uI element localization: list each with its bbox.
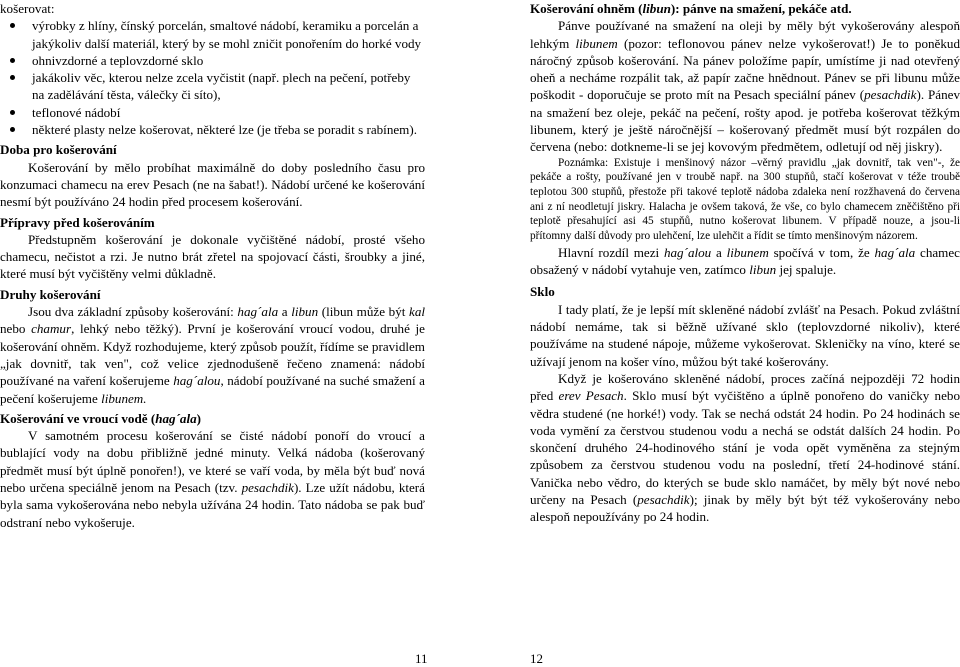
paragraph-ohen: Pánve používané na smažení na oleji by měly být vykošerovány alespoň lehkým libunem (pozor: teflonovou pánev nelze vykošerovat!) Je to poněkud náročný způsob košerování. Na pánev položíme papír, umístíme ji nad otevřený oheň a necháme rozpálit tak, až papír začne hnědnout. Pánev se při libunu může poškodit - doporučuje se proto mít na Pesach speciální pánev (pesachdik). Pánev na smažení bez oleje, pekáč na pečení, rošty apod. je potřeba košerovat těžkým libunem, který je ještě náročnější – košerovaný předmět musí být rozpálen do červena (nebo: dotkneme-li se jej kovovým předmětem, odletují od něj jiskry). — [530, 18, 960, 155]
page-number-right: 12 — [530, 651, 543, 666]
right-page — [530, 0, 960, 667]
paragraph-doba: Košerování by mělo probíhat maximálně do doby posledního času pro konzumaci chamecu na erev Pesach (ne na šabat!). Nádobí určené ke košerování nesmí být používáno 24 hodin před procesem košerování. — [0, 159, 425, 210]
material-list — [0, 17, 425, 138]
list-item: jakákoliv věc, kterou nelze zcela vyčistit (např. plech na pečení, potřeby na zadělávání těsta, válečky či síto), — [10, 69, 425, 104]
section-heading-sklo: Sklo — [530, 284, 555, 300]
section-heading-pripravy: Přípravy před košerováním — [0, 214, 155, 230]
page-number-left: 11 — [415, 651, 428, 666]
intro-line: košerovat: — [0, 1, 55, 16]
list-item: teflonové nádobí — [10, 104, 425, 121]
list-item: výrobky z hlíny, čínský porcelán, smaltové nádobí, keramiku a porcelán a jakýkoliv další materiál, který by se mohl zničit ponořením do horké vody — [10, 17, 425, 52]
section-heading-druhy: Druhy košerování — [0, 286, 101, 302]
paragraph-sklo: I tady platí, že je lepší mít skleněné nádobí zvlášť na Pesach. Pokud zvláštní nádobí nemáme, tak si běžně užívané sklo (teplovzdorné nikoliv), které používáme na studené nápoje, můžeme vykošerovat. Skleničky na víno, které se užívají jenom na košer víno, můžou být také košerovány. — [530, 301, 960, 369]
paragraph-hlavni: Hlavní rozdíl mezi hag´alou a libunem spočívá v tom, že hag´ala chamec obsažený v nádobí vytahuje ven, zatímco libun jej spaluje. — [530, 244, 960, 278]
left-page — [0, 0, 425, 667]
section-heading-ohen: Košerování ohněm (libun): pánve na smažení, pekáče atd. — [530, 1, 852, 16]
list-item: ohnivzdorné a teplovzdorné sklo — [10, 52, 425, 69]
paragraph-vroucí: V samotném procesu košerování se čisté nádobí ponoří do vroucí a bublající vody na dobu přibližně jedné minuty. Velká nádoba (košerovaný předmět musí být úplně ponořen!), ve které se vaří voda, by měla být buď nová nebo určena speciálně jenom na Pesach (tzv. pesachdik). Lze užít nádobu, která byla sama vykošerována nebo nebyla užívána 24 hodin. Tato nádoba se pak buď odstraní nebo vykošeruje. — [0, 428, 425, 530]
note-paragraph: Poznámka: Existuje i menšinový názor –věrný pravidlu „jak dovnitř, tak ven"-, že pekáče a rošty, používané jen v troubě např. na 300 stupňů, stačí košerovat v téže troubě teplotou 300 stupňů, přestože při takové teplotě nádoba zdaleka není rozžhavená do červena ani z ní neodletují jiskry. Halacha je ovšem taková, že vše, co bylo chamecem zněčištěno při teplotě přesahující asi 45 stupňů, nutno košerovat libunem. V případě nouze, a jsou-li přítomny další důvody pro ulehčení, lze ulehčit a řídit se tímto menšinovým názorem. — [530, 156, 960, 243]
section-heading-doba: Doba pro košerování — [0, 142, 117, 158]
list-item: některé plasty nelze košerovat, některé lze (je třeba se poradit s rabínem). — [10, 121, 425, 138]
paragraph-pripravy: Předstupněm košerování je dokonale vyčištěné nádobí, prosté všeho chamecu, nečistot a rzi. Je nutno brát zřetel na spojovací části, šroubky a jiné, které musí být vyčištěny velmi důkladně. — [0, 231, 425, 282]
section-heading-vroucí: Košerování ve vroucí vodě (hag´ala) — [0, 410, 202, 426]
paragraph-kdyz: Když je košerováno skleněné nádobí, proces začíná nejpozději 72 hodin před erev Pesach. Sklo musí být vyčištěno a úplně ponořeno do vaničky nebo vědra studené (ne horké!) vody. Tak se nechá odstát 24 hodin. Po 24 hodinách se voda vymění za čerstvou studenou vodu a nechá se odstát dalších 24 hodin. Po skončení druhého 24-hodinového stání je voda opět vyměněna za stejným způsobem za čerstvou studenou vodu na poslední, třetí 24-hodinové stání. Vanička nebo vědro, do kterých se bude sklo namáčet, by měly být nové nebo určeny na Pesach (pesachdik); jinak by měly být být též vykošerovány nebo alespoň nepoužívány po 24 hodin. — [530, 370, 960, 525]
paragraph-druhy: Jsou dva základní způsoby košerování: hag´ala a libun (libun může být kal nebo chamur, lehký nebo těžký). První je košerování vroucí vodou, druhé je košerování ohněm. Když rozhodujeme, který způsob použít, řídíme se pravidlem „jak dovnitř, tak ven", což velice zjednodušeně řečeno znamená: nádobí používané na vaření košerujeme hag´alou, nádobí používané na suché smažení a pečení košerujeme libunem. — [0, 304, 426, 406]
